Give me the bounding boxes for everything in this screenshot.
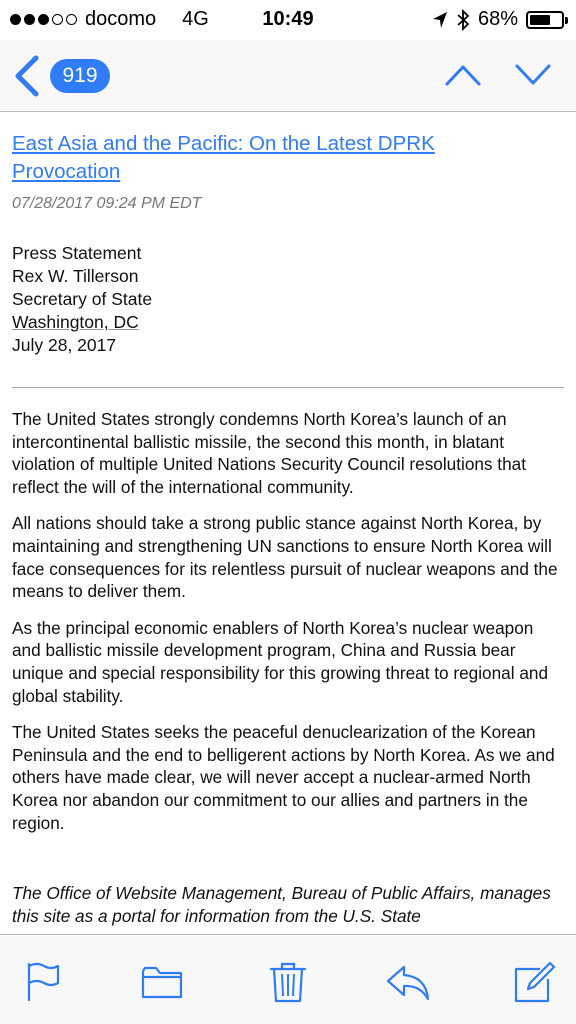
statement-date: July 28, 2017 [12,335,117,355]
email-title-link[interactable]: East Asia and the Pacific: On the Latest DPRK Provocation [12,132,435,183]
battery-fill [530,15,550,25]
message-count-badge[interactable]: 919 [50,59,110,93]
statement-meta [12,242,564,357]
body-paragraph: The United States strongly condemns North Korea’s launch of an intercontinental ballistic missile, the second this month, in blatant violation of multiple United Nations Security Council resolutions that reflect the will of the international community. [12,409,526,497]
back-chevron-icon[interactable] [12,54,42,98]
reply-icon[interactable] [384,961,432,1003]
next-message-icon[interactable] [514,62,552,88]
battery-icon [526,11,564,29]
statement-type: Press Statement [12,243,142,263]
status-time: 10:49 [262,8,314,30]
battery-cap [565,17,568,24]
status-bar [0,0,576,40]
section-divider [12,387,564,388]
body-paragraph: As the principal economic enablers of North Korea’s nuclear weapon and ballistic missile development program, China and Russia bear unique and special responsibility for this growing threat to regional and global stability. [12,617,549,706]
email-datetime: 07/28/2017 09:24 PM EDT [12,195,202,212]
status-right [432,8,564,31]
body-paragraph: All nations should take a strong public stance against North Korea, by maintaining and strengthening UN sanctions to ensure North Korea will face consequences for its relentless pursuit of nuclear weapons and the means to deliver them. [12,513,558,602]
network-type: 4G [182,8,209,30]
location-icon [432,11,448,29]
statement-author: Rex W. Tillerson [12,266,139,286]
bluetooth-icon [456,9,470,31]
compose-icon[interactable] [512,961,556,1003]
folder-icon[interactable] [140,961,184,1003]
footer-note: The Office of Website Management, Bureau of Public Affairs, manages this site as a portal for information from the U.S. State [12,883,551,926]
statement-role: Secretary of State [12,289,153,309]
body-paragraph: The United States seeks the peaceful denuclearization of the Korean Peninsula and the end to belligerent actions by North Korea. As we and others have made clear, we will never accept a nuclear-armed North Korea nor abandon our commitment to our allies and partners in the region. [12,722,555,833]
battery-percent: 68% [477,8,518,30]
trash-icon[interactable] [268,961,308,1003]
previous-message-icon[interactable] [444,62,482,88]
carrier-name: docomo [85,8,157,30]
statement-location[interactable]: Washington, DC [12,312,139,332]
flag-icon[interactable] [22,961,62,1003]
nav-bar [0,40,576,112]
email-body [0,112,576,934]
bottom-toolbar [0,934,576,1024]
